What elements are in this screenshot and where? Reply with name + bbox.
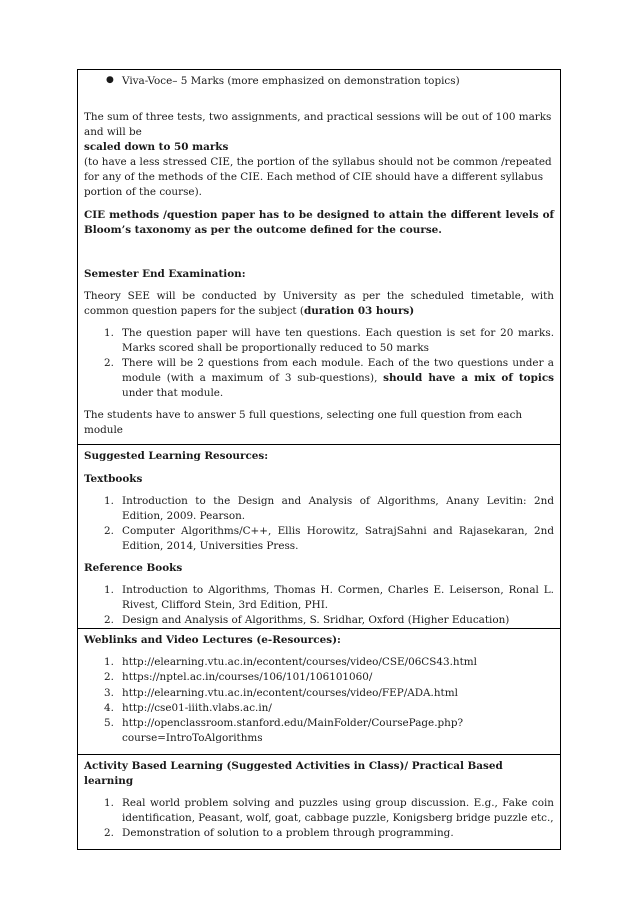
list-item: 2. Demonstration of solution to a problem through programming. [104, 827, 454, 840]
see-heading: Semester End Examination: [84, 267, 246, 280]
weblink-item: 5. http://openclassroom.stanford.edu/MainFolder/CoursePage.php?course=IntroToAlgorithms [104, 716, 464, 744]
resources-heading: Suggested Learning Resources: [84, 450, 269, 463]
syllabus-table [77, 69, 561, 850]
see-closing-paragraph: The students have to answer 5 full questions, selecting one full question from each module [84, 409, 523, 437]
scaled-down-text: scaled down to 50 marks [84, 141, 229, 154]
weblink-url[interactable]: http://cse01-iiith.vlabs.ac.in/ [122, 701, 272, 714]
weblink-item: 4. http://cse01-iiith.vlabs.ac.in/ [104, 701, 272, 714]
bullet-icon: ● [106, 75, 114, 85]
weblink-item: 2. https://nptel.ac.in/courses/106/101/106101060/ [104, 671, 373, 684]
see-rules-list [84, 326, 554, 401]
weblink-url[interactable]: https://nptel.ac.in/courses/106/101/106101060/ [122, 671, 373, 684]
list-item: 1. The question paper will have ten questions. Each question is set for 20 marks. Marks scored shall be proportionally reduced to 50 marks [104, 326, 554, 355]
activity-heading: Activity Based Learning (Suggested Activities in Class)/ Practical Based learning [84, 759, 503, 787]
weblinks-list [84, 655, 554, 745]
weblinks-heading: Weblinks and Video Lectures (e-Resources): [84, 634, 341, 647]
activity-list [84, 796, 554, 841]
activity-cell [78, 754, 560, 849]
list-item: 2. There will be 2 questions from each module. Each of the two questions under a module (with a maximum of 3 sub-questions), should have a mix of topics under that module. [104, 357, 554, 400]
list-item: 2. Computer Algorithms/C++, Ellis Horowitz, SatrajSahni and Rajasekaran, 2nd Edition, 2014, Universities Press. [104, 524, 554, 552]
list-item: 1. Introduction to the Design and Analysis of Algorithms, Anany Levitin: 2nd Edition, 2009. Pearson. [104, 494, 554, 522]
textbooks-list [84, 494, 554, 554]
resources-cell [78, 444, 560, 628]
cie-sum-paragraph: The sum of three tests, two assignments, and practical sessions will be out of 100 marks and will be scaled down to 50 marks (to have a less stressed CIE, the portion of the syllabus should not be common /repeated for any of the methods of the CIE. Each method of CIE should have a different syllabus portion of the course). [84, 111, 552, 199]
reference-heading: Reference Books [84, 561, 183, 574]
weblink-item: 1. http://elearning.vtu.ac.in/econtent/courses/video/CSE/06CS43.html [104, 656, 477, 669]
list-item: 2. Design and Analysis of Algorithms, S. Sridhar, Oxford (Higher Education) [104, 614, 510, 627]
weblink-item: 3. http://elearning.vtu.ac.in/econtent/courses/video/FEP/ADA.html [104, 686, 458, 699]
list-item: 1. Real world problem solving and puzzles using group discussion. E.g., Fake coin identification, Peasant, wolf, goat, cabbage puzzle, Konigsberg bridge puzzle etc., [104, 796, 554, 825]
textbooks-heading: Textbooks [84, 472, 143, 485]
assessment-cell [78, 70, 560, 444]
weblink-url[interactable]: http://elearning.vtu.ac.in/econtent/courses/video/FEP/ADA.html [122, 686, 458, 699]
cie-methods-paragraph: CIE methods /question paper has to be designed to attain the different levels of Bloom’s taxonomy as per the outcome defined for the course. [84, 208, 554, 236]
see-intro-paragraph: Theory SEE will be conducted by University as per the scheduled timetable, with common question papers for the subject (duration 03 hours) [84, 289, 554, 317]
references-list [84, 583, 554, 628]
viva-list [84, 74, 554, 89]
weblinks-cell [78, 628, 560, 754]
weblink-url[interactable]: http://elearning.vtu.ac.in/econtent/courses/video/CSE/06CS43.html [122, 656, 477, 669]
weblink-url[interactable]: http://openclassroom.stanford.edu/MainFolder/CoursePage.php?course=IntroToAlgorithms [122, 716, 464, 744]
list-item: 1. Introduction to Algorithms, Thomas H. Cormen, Charles E. Leiserson, Ronal L. Rivest, Clifford Stein, 3rd Edition, PHI. [104, 584, 554, 612]
list-item: ● Viva-Voce– 5 Marks (more emphasized on demonstration topics) [106, 75, 460, 87]
